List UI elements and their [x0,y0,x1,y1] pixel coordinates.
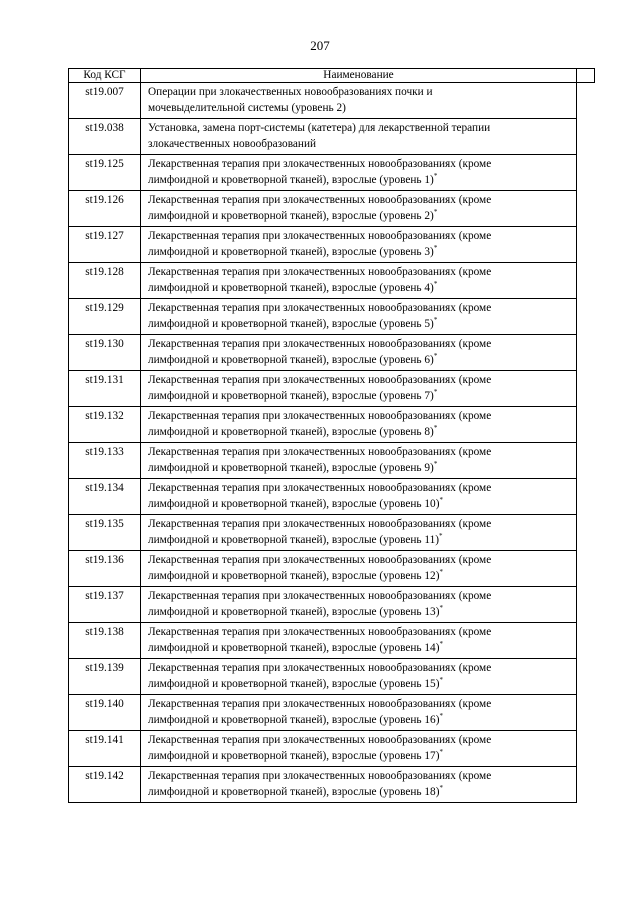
footnote-marker: * [439,532,443,540]
table-row [69,227,577,263]
table-header-row [69,69,577,83]
ksg-code-cell: st19.126 [69,191,141,227]
ksg-name-cell [141,263,577,299]
ksg-code-cell: st19.137 [69,587,141,623]
ksg-code-cell: st19.038 [69,119,141,155]
ksg-name-line-1: Лекарственная терапия при злокачественных новообразованиях (кроме [148,446,492,458]
ksg-code-cell: st19.134 [69,479,141,515]
ksg-name-line-2: лимфоидной и кроветворной тканей), взрослые (уровень 3) [148,246,434,258]
table-row [69,299,577,335]
ksg-name-line-1: Установка, замена порт-системы (катетера) для лекарственной терапии [148,122,491,134]
table-row [69,443,577,479]
ksg-name-line-1: Лекарственная терапия при злокачественных новообразованиях (кроме [148,518,492,530]
ksg-name-cell [141,407,577,443]
ksg-name-cell [141,155,577,191]
column-header-code: Код КСГ [69,69,141,83]
ksg-name-line-2: лимфоидной и кроветворной тканей), взрослые (уровень 2) [148,210,434,222]
ksg-name-line-2: злокачественных новообразований [148,138,317,150]
ksg-code-cell: st19.007 [69,83,141,119]
ksg-code-cell: st19.131 [69,371,141,407]
ksg-name-line-1: Операции при злокачественных новообразованиях почки и [148,86,433,98]
ksg-name-line-1: Лекарственная терапия при злокачественных новообразованиях (кроме [148,734,492,746]
ksg-name-line-1: Лекарственная терапия при злокачественных новообразованиях (кроме [148,482,492,494]
ksg-name-line-2: лимфоидной и кроветворной тканей), взрослые (уровень 1) [148,174,434,186]
table-row [69,731,577,767]
ksg-code-cell: st19.127 [69,227,141,263]
ksg-name-line-2: лимфоидной и кроветворной тканей), взрослые (уровень 17) [148,750,440,762]
footnote-marker: * [439,784,443,792]
ksg-name-line-2: лимфоидной и кроветворной тканей), взрослые (уровень 8) [148,426,434,438]
footnote-marker: * [439,604,443,612]
ksg-name-cell [141,227,577,263]
footnote-marker: * [433,172,438,180]
ksg-name-line-2: лимфоидной и кроветворной тканей), взрослые (уровень 14) [148,642,440,654]
ksg-name-cell [141,515,577,551]
ksg-name-cell [141,335,577,371]
ksg-code-cell: st19.141 [69,731,141,767]
footnote-marker: * [433,388,438,396]
ksg-name-cell [141,767,577,803]
ksg-name-line-1: Лекарственная терапия при злокачественных новообразованиях (кроме [148,554,492,566]
ksg-name-cell [141,623,577,659]
ksg-name-line-2: лимфоидной и кроветворной тканей), взрослые (уровень 11) [148,534,440,546]
footnote-marker: * [439,676,443,684]
table-row [69,263,577,299]
ksg-name-cell [141,443,577,479]
table-row [69,155,577,191]
ksg-name-line-2: лимфоидной и кроветворной тканей), взрослые (уровень 4) [148,282,434,294]
ksg-name-line-1: Лекарственная терапия при злокачественных новообразованиях (кроме [148,194,492,206]
footnote-marker: * [439,496,443,504]
footnote-marker: * [433,208,438,216]
table-row [69,335,577,371]
ksg-name-line-1: Лекарственная терапия при злокачественных новообразованиях (кроме [148,770,492,782]
page-number: 207 [310,38,330,53]
ksg-name-line-2: лимфоидной и кроветворной тканей), взрослые (уровень 9) [148,462,434,474]
table-row [69,479,577,515]
ksg-name-line-2: мочевыделительной системы (уровень 2) [148,102,346,114]
table-row [69,767,577,803]
table-row [69,515,577,551]
ksg-name-line-1: Лекарственная терапия при злокачественных новообразованиях (кроме [148,374,492,386]
ksg-code-cell: st19.132 [69,407,141,443]
ksg-name-line-2: лимфоидной и кроветворной тканей), взрослые (уровень 12) [148,570,440,582]
table-row [69,407,577,443]
ksg-name-cell [141,551,577,587]
ksg-name-line-1: Лекарственная терапия при злокачественных новообразованиях (кроме [148,266,492,278]
footnote-marker: * [433,280,438,288]
ksg-name-line-1: Лекарственная терапия при злокачественных новообразованиях (кроме [148,158,492,170]
ksg-name-cell [141,479,577,515]
footnote-marker: * [433,424,438,432]
ksg-name-cell [141,191,577,227]
ksg-code-cell: st19.138 [69,623,141,659]
footnote-marker: * [433,460,438,468]
ksg-name-line-1: Лекарственная терапия при злокачественных новообразованиях (кроме [148,698,492,710]
ksg-name-line-1: Лекарственная терапия при злокачественных новообразованиях (кроме [148,410,492,422]
ksg-name-line-2: лимфоидной и кроветворной тканей), взрослые (уровень 18) [148,786,440,798]
ksg-code-cell: st19.142 [69,767,141,803]
ksg-code-cell: st19.139 [69,659,141,695]
ksg-name-line-2: лимфоидной и кроветворной тканей), взрослые (уровень 13) [148,606,440,618]
ksg-name-line-2: лимфоидной и кроветворной тканей), взрослые (уровень 6) [148,354,434,366]
footnote-marker: * [439,568,443,576]
ksg-code-cell: st19.130 [69,335,141,371]
ksg-name-cell [141,731,577,767]
ksg-name-line-2: лимфоидной и кроветворной тканей), взрослые (уровень 7) [148,390,434,402]
ksg-code-cell: st19.140 [69,695,141,731]
ksg-code-cell: st19.128 [69,263,141,299]
ksg-name-cell [141,83,577,119]
ksg-name-cell [141,587,577,623]
ksg-name-line-2: лимфоидной и кроветворной тканей), взрослые (уровень 5) [148,318,434,330]
footnote-marker: * [439,640,443,648]
ksg-code-cell: st19.135 [69,515,141,551]
ksg-name-cell [141,119,577,155]
table-row [69,623,577,659]
ksg-name-line-1: Лекарственная терапия при злокачественных новообразованиях (кроме [148,302,492,314]
header-border-extension [577,68,595,83]
ksg-code-cell: st19.125 [69,155,141,191]
table-row [69,371,577,407]
ksg-name-line-1: Лекарственная терапия при злокачественных новообразованиях (кроме [148,338,492,350]
footnote-marker: * [439,712,443,720]
table-row [69,83,577,119]
ksg-name-line-2: лимфоидной и кроветворной тканей), взрослые (уровень 10) [148,498,440,510]
table-row [69,659,577,695]
ksg-name-cell [141,299,577,335]
ksg-name-line-2: лимфоидной и кроветворной тканей), взрослые (уровень 16) [148,714,440,726]
ksg-name-line-1: Лекарственная терапия при злокачественных новообразованиях (кроме [148,590,492,602]
ksg-name-line-1: Лекарственная терапия при злокачественных новообразованиях (кроме [148,230,492,242]
table-row [69,551,577,587]
footnote-marker: * [433,244,438,252]
table-row [69,191,577,227]
footnote-marker: * [439,748,443,756]
ksg-code-cell: st19.133 [69,443,141,479]
ksg-code-cell: st19.136 [69,551,141,587]
ksg-name-line-2: лимфоидной и кроветворной тканей), взрослые (уровень 15) [148,678,440,690]
footnote-marker: * [433,316,438,324]
ksg-name-cell [141,371,577,407]
ksg-table [68,68,577,803]
ksg-name-line-1: Лекарственная терапия при злокачественных новообразованиях (кроме [148,662,492,674]
footnote-marker: * [433,352,438,360]
ksg-name-line-1: Лекарственная терапия при злокачественных новообразованиях (кроме [148,626,492,638]
ksg-name-cell [141,659,577,695]
table-row [69,587,577,623]
ksg-code-cell: st19.129 [69,299,141,335]
column-header-name: Наименование [141,69,577,83]
table-row [69,119,577,155]
table-row [69,695,577,731]
ksg-name-cell [141,695,577,731]
table-body [69,83,577,803]
